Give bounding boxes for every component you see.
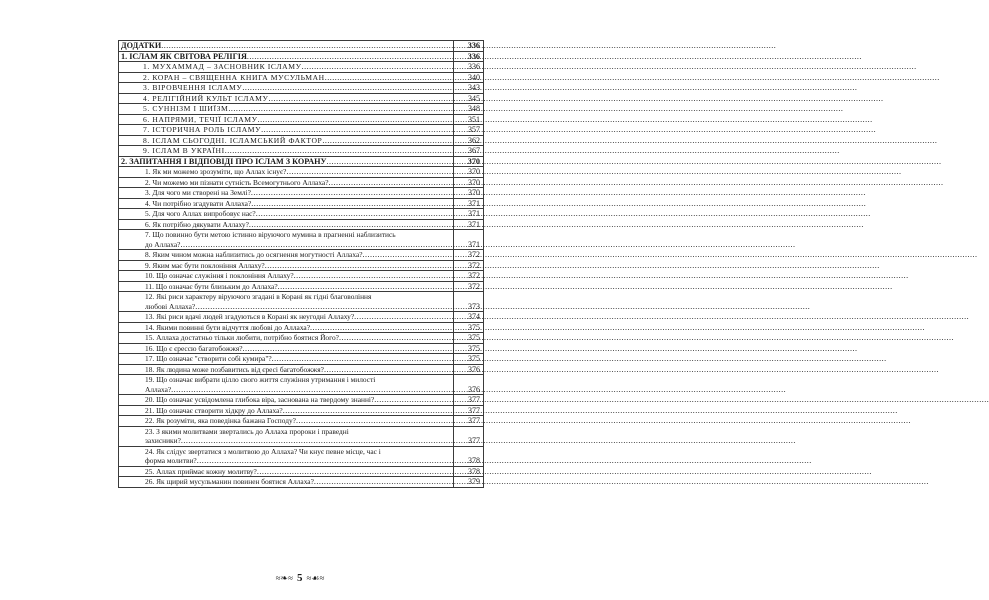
toc-question[interactable]	[119, 333, 484, 344]
toc-page-number: 345	[454, 93, 484, 104]
toc-page-number: 336	[454, 51, 484, 62]
dot-leader	[161, 41, 451, 51]
toc-entry-title: 8. Яким чином можна наблизитись до осягнення могутності Аллаха?	[145, 250, 363, 259]
toc-page-number: 370	[454, 177, 484, 188]
toc-page-number: 351	[454, 114, 484, 125]
toc-table	[118, 40, 484, 488]
dot-leader	[261, 125, 451, 135]
toc-page-number: 377	[454, 405, 484, 416]
toc-page-number: 370	[454, 156, 484, 167]
dot-leader	[278, 282, 451, 292]
toc-entry-title: 14. Якими повинні бути відчуття любові до Аллаха?	[145, 322, 310, 332]
toc-page-number: 376	[454, 364, 484, 375]
toc-question[interactable]	[119, 364, 484, 375]
toc-page-number: 371	[454, 209, 484, 220]
toc-page-number: 378	[454, 466, 484, 477]
toc-question[interactable]	[119, 281, 484, 292]
toc-page-number: 374	[454, 312, 484, 323]
toc-question[interactable]	[119, 250, 484, 261]
toc-page-number: 378	[454, 446, 484, 466]
toc-question[interactable]	[119, 271, 484, 282]
dot-leader	[181, 436, 451, 446]
dot-leader	[180, 240, 451, 250]
toc-entry-title: 2. КОРАН – СВЯЩЕННА КНИГА МУСУЛЬМАН	[143, 72, 325, 82]
dot-leader	[283, 406, 451, 416]
toc-entry-title-continued: захисники?	[145, 436, 181, 445]
toc-section-1-item[interactable]	[119, 83, 484, 94]
toc-question[interactable]	[119, 188, 484, 199]
toc-entry-title: 6. Як потрібно дякувати Аллаху?	[145, 219, 249, 229]
toc-appendix[interactable]	[119, 41, 484, 52]
toc-question[interactable]	[119, 167, 484, 178]
toc-question[interactable]	[119, 405, 484, 416]
dot-leader	[325, 73, 451, 83]
toc-entry-title: 26. Як щирий мусульманин повинен боятися Аллаха?	[145, 477, 314, 486]
toc-entry-title: 2. ЗАПИТАННЯ І ВІДПОВІДІ ПРО ІСЛАМ З КОРАНУ	[121, 156, 327, 166]
toc-entry-title-continued: любові Аллаха?	[145, 301, 196, 311]
toc-entry-title: 5. Для чого Аллах випробовує нас?	[145, 209, 256, 218]
toc-entry-title: 8. ІСЛАМ СЬОГОДНІ. ІСЛАМСЬКИЙ ФАКТОР	[143, 135, 323, 145]
toc-entry-title: ДОДАТКИ	[121, 41, 162, 50]
toc-question[interactable]	[119, 395, 484, 406]
toc-entry-title: 4. РЕЛІГІЙНИЙ КУЛЬТ ІСЛАМУ	[143, 93, 269, 103]
toc-section-1-item[interactable]	[119, 114, 484, 125]
ornament-right-icon: ≈☙≈	[306, 573, 325, 583]
toc-entry-title: 25. Аллах приймає кожну молитву?	[145, 466, 257, 476]
toc-entry-title: 19. Що означає вибрати цілло свого життя служіння утримання і милості	[145, 375, 376, 384]
toc-entry-title: 24. Як слідує звертатися з молитвою до Аллаха? Чи кнує певне місце, час і	[145, 446, 381, 456]
toc-section-1-item[interactable]	[119, 93, 484, 104]
toc-entry-title: 1. МУХАММАД – ЗАСНОВНИК ІСЛАМУ	[143, 62, 302, 71]
dot-leader	[286, 167, 451, 177]
toc-page-number: 348	[454, 104, 484, 115]
toc-page-number: 343	[454, 83, 484, 94]
dot-leader	[272, 354, 451, 364]
toc-question[interactable]	[119, 292, 484, 312]
toc-page-number: 372	[454, 281, 484, 292]
dot-leader	[354, 312, 451, 322]
toc-page-number: 375	[454, 343, 484, 354]
dot-leader	[225, 146, 451, 156]
toc-entry-title: 18. Як людина може позбавитись від єресі багатобожжя?	[145, 364, 324, 374]
toc-page-number: 357	[454, 125, 484, 136]
dot-leader	[249, 220, 451, 230]
toc-entry-title: 23. З якими молитвами звертались до Аллаха пророки і праведні	[145, 426, 349, 436]
dot-leader	[324, 365, 451, 375]
dot-leader	[247, 52, 451, 62]
dot-leader	[251, 188, 451, 198]
dot-leader	[294, 271, 451, 281]
toc-entry-title: 15. Аллаха достатньо тільки любити, потрібно боятися Його?	[145, 333, 339, 342]
toc-question[interactable]	[119, 375, 484, 395]
dot-leader	[171, 385, 451, 395]
toc-entry-title: 7. ІСТОРИЧНА РОЛЬ ІСЛАМУ	[143, 125, 262, 134]
toc-entry-title: 7. Що повинно бути метою істинно віруючого мумина в прагненні наблизитись	[145, 230, 396, 239]
dot-leader	[314, 477, 451, 487]
dot-leader	[374, 395, 451, 405]
dot-leader	[228, 104, 451, 114]
toc-entry-title: 10. Що означає служіння і поклоніння Аллаху?	[145, 271, 294, 280]
toc-page-number: 336	[454, 41, 484, 52]
toc-entry-title: 2. Чи можемо ми пізнати сутність Всемогутнього Аллаха?	[145, 177, 329, 187]
toc-page-number: 377	[454, 416, 484, 427]
dot-leader	[327, 157, 451, 167]
toc-question[interactable]	[119, 177, 484, 188]
toc-page-number: 370	[454, 167, 484, 178]
dot-leader	[339, 333, 451, 343]
toc-entry-title: 16. Що є єрессю багатобожжя?	[145, 343, 243, 353]
toc-page-number: 377	[454, 426, 484, 446]
toc-question[interactable]	[119, 209, 484, 220]
dot-leader	[363, 250, 452, 260]
dot-leader	[302, 62, 451, 72]
dot-leader	[242, 83, 451, 93]
toc-section-1[interactable]	[119, 51, 484, 62]
dot-leader	[243, 344, 451, 354]
toc-question[interactable]	[119, 322, 484, 333]
toc-entry-title: 20. Що означає усвідомлена глибока віра, заснована на твердому знанні?	[145, 395, 375, 404]
toc-page-number: 371	[454, 219, 484, 230]
toc-entry-title: 3. ВІРОВЧЕННЯ ІСЛАМУ	[143, 83, 243, 92]
toc-entry-title: 1. Як ми можемо зрозуміти, що Аллах існує?	[145, 167, 287, 176]
toc-question[interactable]	[119, 466, 484, 477]
toc-entry-title: 9. ІСЛАМ В УКРАЇНІ	[143, 146, 225, 155]
toc-entry-title: 4. Чи потрібно згадувати Аллаха?	[145, 198, 252, 208]
toc-page-number: 340	[454, 72, 484, 83]
toc-page-number: 367	[454, 146, 484, 157]
toc-page-number: 362	[454, 135, 484, 146]
toc-question[interactable]	[119, 477, 484, 488]
toc-page-number: 377	[454, 395, 484, 406]
toc-entry-title: 9. Яким має бути поклоніння Аллаху?	[145, 260, 265, 270]
toc-question[interactable]	[119, 446, 484, 466]
toc-question[interactable]	[119, 230, 484, 250]
toc-page-number: 372	[454, 260, 484, 271]
dot-leader	[268, 94, 451, 104]
toc-page-number: 372	[454, 250, 484, 261]
toc-section-1-item[interactable]	[119, 72, 484, 83]
toc-section-1-item[interactable]	[119, 125, 484, 136]
toc-page-number: 373	[454, 292, 484, 312]
toc-entry-title: 21. Що означає створити хідкру до Аллаха?	[145, 405, 283, 415]
dot-leader	[296, 416, 451, 426]
toc-entry-title: 22. Як розуміти, яка поведінка бажана Господу?	[145, 416, 296, 425]
ornament-left-icon: ≈❧≈	[275, 573, 293, 583]
toc-page-number: 336	[454, 62, 484, 73]
page-footer	[0, 572, 600, 584]
toc-section-1-item[interactable]	[119, 104, 484, 115]
toc-entry-title-continued: до Аллаха?	[145, 239, 181, 249]
toc-question[interactable]	[119, 416, 484, 427]
toc-question[interactable]	[119, 198, 484, 209]
toc-page-number: 375	[454, 322, 484, 333]
toc-section-2[interactable]	[119, 156, 484, 167]
toc-entry-title: 3. Для чого ми створені на Землі?	[145, 188, 251, 197]
toc-page-number: 375	[454, 333, 484, 344]
dot-leader	[310, 323, 451, 333]
dot-leader	[329, 178, 452, 188]
toc-question[interactable]	[119, 343, 484, 354]
dot-leader	[195, 302, 451, 312]
toc-question[interactable]	[119, 312, 484, 323]
toc-question[interactable]	[119, 354, 484, 365]
toc-page-number: 371	[454, 198, 484, 209]
toc-entry-title: 5. СУННІЗМ І ШИЇЗМ	[143, 104, 229, 113]
toc-question[interactable]	[119, 219, 484, 230]
dot-leader	[322, 136, 451, 146]
toc-entry-title: 12. Які риси характеру віруючого згадані в Корані як гідні благовоління	[145, 292, 372, 301]
dot-leader	[258, 115, 451, 125]
toc-section-1-item[interactable]	[119, 62, 484, 73]
dot-leader	[257, 467, 451, 477]
toc-entry-title: 13. Які риси вдачі людей згадуються в Корані як неугодні Аллаху?	[145, 312, 355, 321]
toc-entry-title: 1. ІСЛАМ ЯК СВІТОВА РЕЛІГІЯ	[121, 51, 247, 61]
toc-question[interactable]	[119, 260, 484, 271]
dot-leader	[251, 199, 451, 209]
toc-section-1-item[interactable]	[119, 146, 484, 157]
page-number: 5	[296, 572, 303, 584]
dot-leader	[197, 456, 451, 466]
toc-page-number: 370	[454, 188, 484, 199]
dot-leader	[256, 209, 451, 219]
toc-entry-title-continued: Аллаха?	[145, 384, 172, 394]
toc-page-number: 372	[454, 271, 484, 282]
toc-entry-title-continued: форма молитви?	[145, 456, 197, 465]
toc-page-number: 379	[454, 477, 484, 488]
dot-leader	[265, 261, 451, 271]
toc-page-number: 371	[454, 230, 484, 250]
toc-entry-title: 6. НАПРЯМИ, ТЕЧІЇ ІСЛАМУ	[143, 114, 258, 124]
table-of-contents	[118, 40, 484, 488]
toc-section-1-item[interactable]	[119, 135, 484, 146]
toc-entry-title: 11. Що означає бути близьким до Аллаха?	[145, 281, 278, 291]
toc-entry-title: 17. Що означає "створити собі кумира"?	[145, 354, 272, 363]
toc-page-number: 375	[454, 354, 484, 365]
toc-question[interactable]	[119, 426, 484, 446]
toc-page-number: 376	[454, 375, 484, 395]
